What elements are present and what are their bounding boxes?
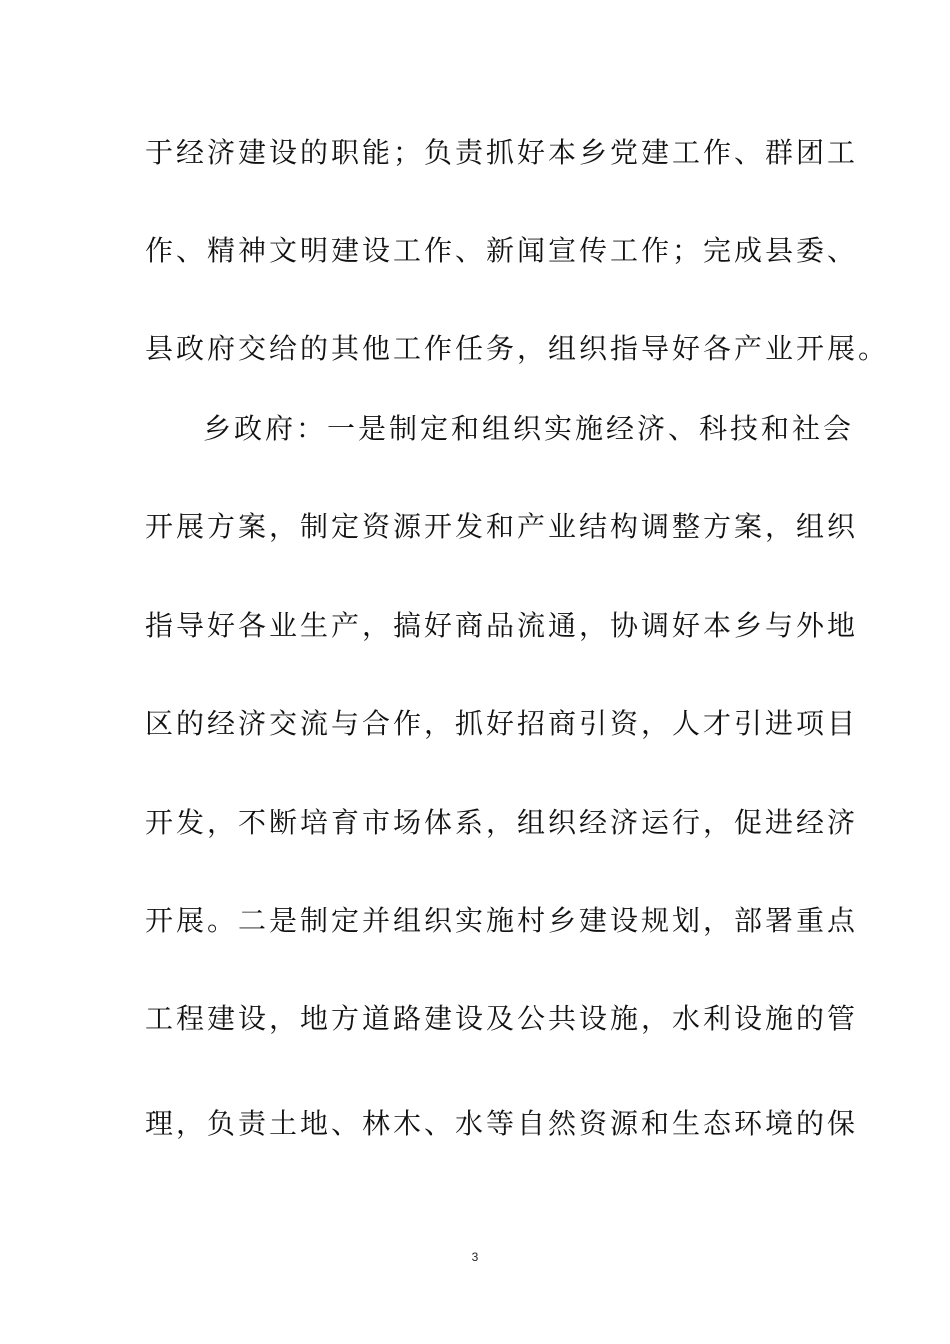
text-line: 作、精神文明建设工作、新闻宣传工作；完成县委、 bbox=[145, 234, 859, 267]
text-line: 工程建设，地方道路建设及公共设施，水利设施的管 bbox=[145, 1002, 859, 1035]
text-line: 指导好各业生产，搞好商品流通，协调好本乡与外地 bbox=[145, 609, 859, 642]
text-line: 理，负责土地、林木、水等自然资源和生态环境的保 bbox=[145, 1107, 859, 1140]
text-line: 区的经济交流与合作，抓好招商引资，人才引进项目 bbox=[145, 707, 859, 740]
text-line: 于经济建设的职能；负责抓好本乡党建工作、群团工 bbox=[145, 136, 859, 169]
page-number: 3 bbox=[471, 1250, 479, 1264]
paragraph-start-line: 乡政府：一是制定和组织实施经济、科技和社会 bbox=[203, 412, 855, 445]
text-line: 县政府交给的其他工作任务，组织指导好各产业开展。 bbox=[145, 332, 890, 365]
text-line: 开展。二是制定并组织实施村乡建设规划，部署重点 bbox=[145, 904, 859, 937]
text-line: 开展方案，制定资源开发和产业结构调整方案，组织 bbox=[145, 510, 859, 543]
text-line: 开发，不断培育市场体系，组织经济运行，促进经济 bbox=[145, 806, 859, 839]
